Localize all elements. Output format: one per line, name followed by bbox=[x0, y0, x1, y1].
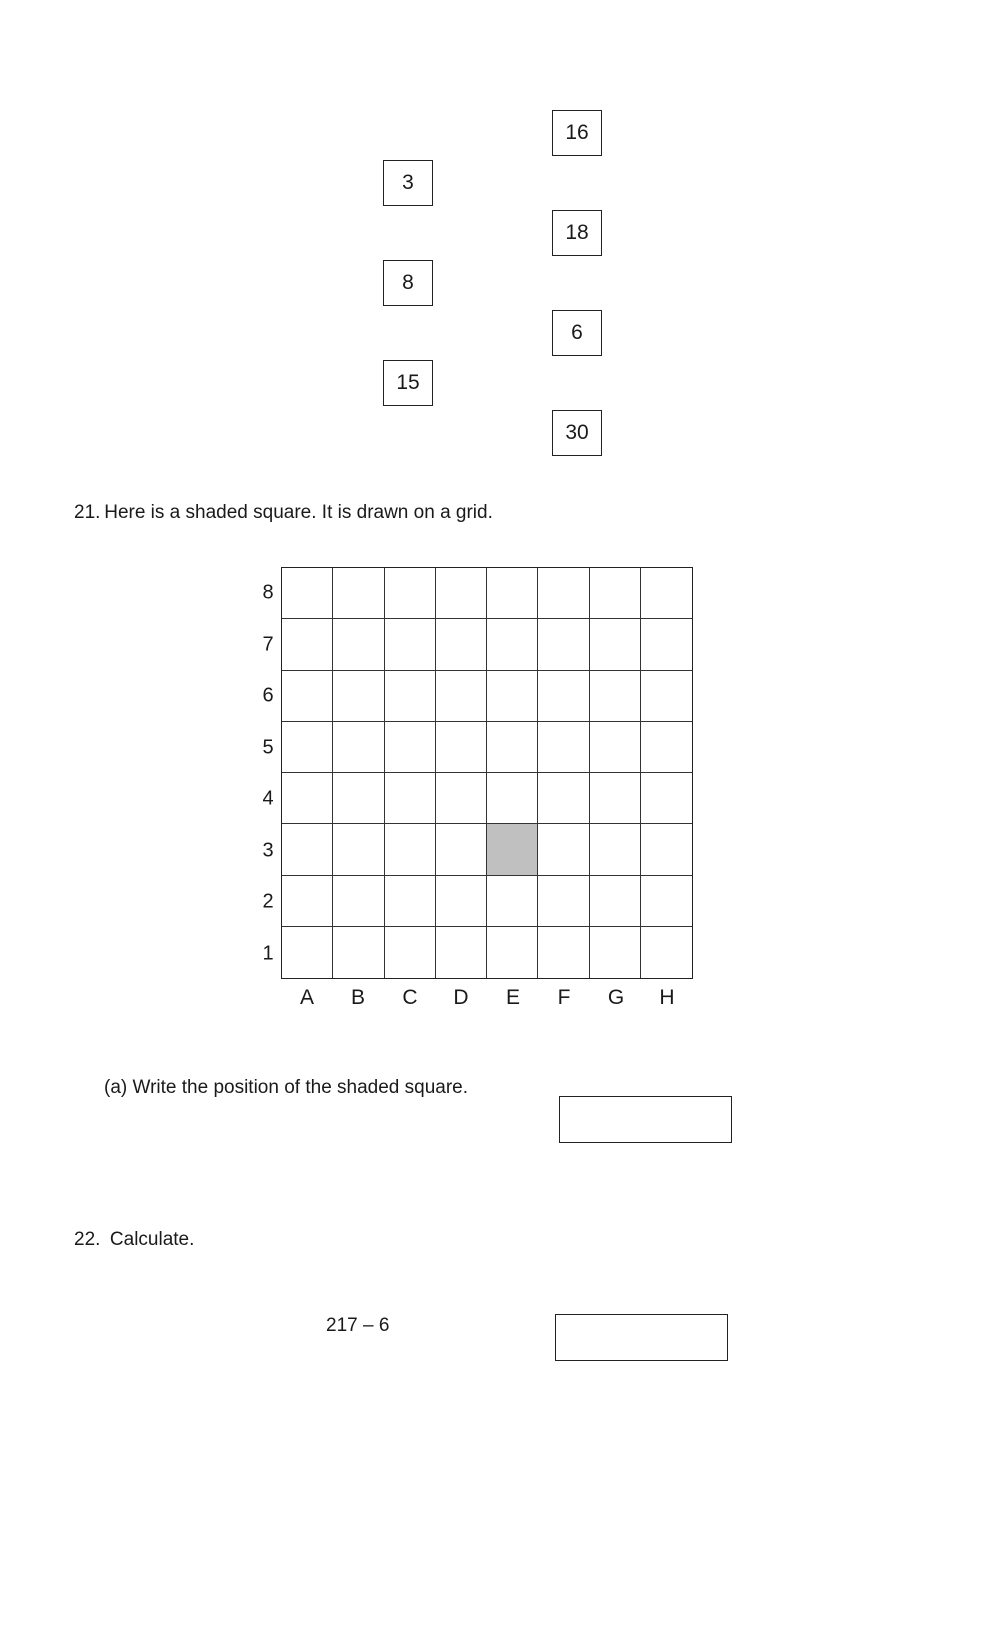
grid-cell bbox=[538, 671, 589, 722]
grid-cell bbox=[333, 927, 384, 978]
grid-cell bbox=[641, 619, 692, 670]
grid-cell bbox=[385, 773, 436, 824]
question-22-prompt: 22. Calculate. bbox=[74, 1229, 195, 1250]
grid-cell bbox=[282, 568, 333, 619]
column-label: A bbox=[299, 986, 314, 1009]
grid-cell bbox=[333, 722, 384, 773]
column-label: G bbox=[607, 986, 625, 1009]
grid-cell bbox=[385, 671, 436, 722]
question-21-prompt: 21. Here is a shaded square. It is drawn on a grid. bbox=[74, 502, 493, 523]
grid-cell bbox=[385, 824, 436, 875]
grid-cell bbox=[282, 619, 333, 670]
grid-cell bbox=[641, 927, 692, 978]
row-label: 6 bbox=[262, 684, 274, 707]
grid-cell bbox=[333, 824, 384, 875]
grid-cell bbox=[487, 619, 538, 670]
number-box: 3 bbox=[383, 160, 433, 206]
row-label: 7 bbox=[262, 633, 274, 656]
question-21a-prompt: (a) Write the position of the shaded square. bbox=[104, 1077, 469, 1098]
grid-cell bbox=[487, 773, 538, 824]
grid-cell bbox=[436, 722, 487, 773]
grid-cell bbox=[590, 722, 641, 773]
grid-cell bbox=[436, 876, 487, 927]
number-box: 16 bbox=[552, 110, 602, 156]
grid-cell bbox=[385, 619, 436, 670]
number-box: 6 bbox=[552, 310, 602, 356]
grid-cell bbox=[487, 927, 538, 978]
column-label: C bbox=[402, 986, 418, 1009]
grid-cell bbox=[333, 619, 384, 670]
row-label: 5 bbox=[262, 736, 274, 759]
answer-box-21a[interactable] bbox=[559, 1096, 732, 1143]
grid-cell bbox=[282, 671, 333, 722]
row-label: 4 bbox=[262, 787, 274, 810]
grid-cell bbox=[333, 568, 384, 619]
row-label: 3 bbox=[262, 839, 274, 862]
grid-cell bbox=[436, 619, 487, 670]
row-label: 1 bbox=[262, 942, 274, 965]
grid-cell bbox=[385, 722, 436, 773]
grid-cell bbox=[538, 773, 589, 824]
column-label: F bbox=[557, 986, 571, 1009]
grid-cell bbox=[385, 927, 436, 978]
grid-cell bbox=[641, 876, 692, 927]
grid-cell bbox=[538, 927, 589, 978]
grid-cell bbox=[590, 773, 641, 824]
number-box: 30 bbox=[552, 410, 602, 456]
grid-cell bbox=[436, 824, 487, 875]
expression: 217 – 6 bbox=[326, 1315, 390, 1336]
grid-cell bbox=[487, 568, 538, 619]
grid-cell bbox=[333, 773, 384, 824]
grid-cell bbox=[538, 722, 589, 773]
answer-box-22[interactable] bbox=[555, 1314, 728, 1361]
row-label: 8 bbox=[262, 581, 274, 604]
column-label: D bbox=[453, 986, 469, 1009]
grid-cell bbox=[538, 876, 589, 927]
grid-cell bbox=[538, 619, 589, 670]
grid-cell bbox=[487, 722, 538, 773]
grid-cell bbox=[538, 568, 589, 619]
column-label: E bbox=[505, 986, 520, 1009]
grid-cell bbox=[641, 722, 692, 773]
grid-cell bbox=[333, 876, 384, 927]
grid-cell bbox=[641, 824, 692, 875]
grid-cell bbox=[385, 568, 436, 619]
grid-cell bbox=[641, 671, 692, 722]
number-box: 8 bbox=[383, 260, 433, 306]
number-box: 15 bbox=[383, 360, 433, 406]
shaded-square bbox=[487, 824, 538, 875]
grid-cell bbox=[487, 876, 538, 927]
number-box: 18 bbox=[552, 210, 602, 256]
grid-cell bbox=[641, 773, 692, 824]
grid-cell bbox=[282, 722, 333, 773]
grid-cell bbox=[538, 824, 589, 875]
grid-cell bbox=[590, 671, 641, 722]
grid-cell bbox=[590, 619, 641, 670]
column-label: H bbox=[659, 986, 675, 1009]
grid-cell bbox=[282, 876, 333, 927]
grid-cell bbox=[385, 876, 436, 927]
grid-cell bbox=[436, 927, 487, 978]
grid-cell bbox=[590, 876, 641, 927]
grid-cell bbox=[641, 568, 692, 619]
grid-cell bbox=[282, 773, 333, 824]
grid-cell bbox=[333, 671, 384, 722]
grid-cell bbox=[487, 671, 538, 722]
coordinate-grid bbox=[281, 567, 693, 979]
grid-cell bbox=[436, 773, 487, 824]
grid-cell bbox=[590, 824, 641, 875]
column-label: B bbox=[350, 986, 365, 1009]
grid-cell bbox=[282, 927, 333, 978]
grid-cell bbox=[282, 824, 333, 875]
grid-cell bbox=[436, 568, 487, 619]
grid-cell bbox=[436, 671, 487, 722]
row-label: 2 bbox=[262, 890, 274, 913]
grid-cell bbox=[590, 568, 641, 619]
grid-cell bbox=[590, 927, 641, 978]
